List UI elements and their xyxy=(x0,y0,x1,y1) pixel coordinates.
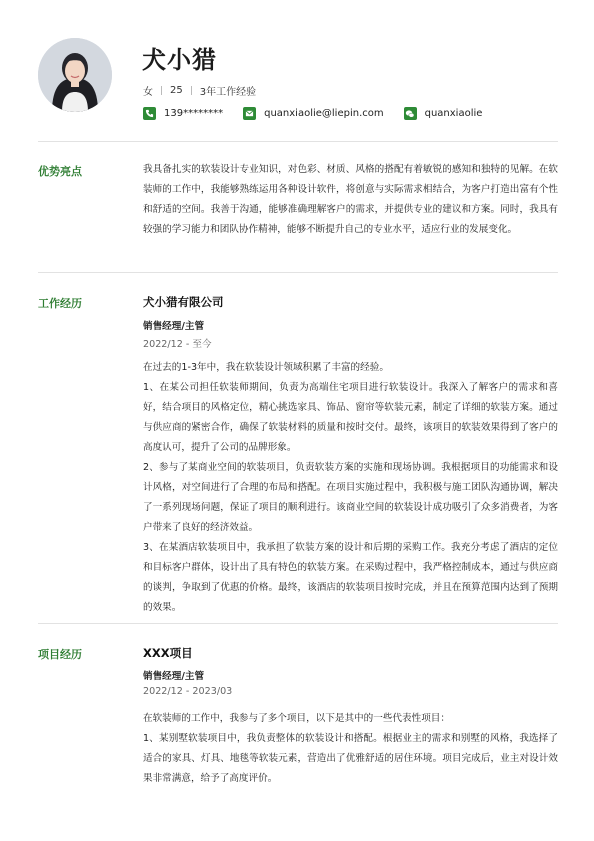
wechat-id: quanxiaolie xyxy=(424,108,483,119)
work-item: 1、在某公司担任软装师期间，负责为高端住宅项目进行软装设计。我深入了解客户的需求和喜好，结合项目的风格定位，精心挑选家具、饰品、窗帘等软装元素，制定了详细的软装方案。通过与供应商的紧密合作，确保了软装材料的质量和按时交付。最终，该项目的软装效果得到了客户的高度认可，提升了公司的品牌形象。 xyxy=(143,382,558,453)
email-icon xyxy=(243,107,256,120)
work-item: 2、参与了某商业空间的软装项目，负责软装方案的实施和现场协调。我根据项目的功能需求和设计风格，对空间进行了合理的布局和搭配。在项目实施过程中，我积极与施工团队沟通协调，解决了一系列现场问题，保证了项目的顺利进行。该商业空间的软装设计成功吸引了众多消费者，为客户带来了良好的经济效益。 xyxy=(143,462,558,533)
section-title-strengths: 优势亮点 xyxy=(38,165,82,178)
info-separator xyxy=(161,86,162,95)
strengths-text: 我具备扎实的软装设计专业知识，对色彩、材质、风格的搭配有着敏锐的感知和独特的见解。在软装师的工作中，我能够熟练运用各种设计软件，将创意与实际需求相结合，为客户打造出富有个性和舒适的空间。我善于沟通，能够准确理解客户的需求，并提供专业的建议和方案。同时，我具有较强的学习能力和团队协作精神，能够不断提升自己的专业水平，适应行业的发展变化。 xyxy=(143,164,558,235)
project-intro: 在软装师的工作中，我参与了多个项目，以下是其中的一些代表性项目： xyxy=(143,713,450,724)
project-item: 1、某别墅软装项目中，我负责整体的软装设计和搭配。根据业主的需求和别墅的风格，我选择了适合的家具、灯具、地毯等软装元素，营造出了优雅舒适的居住环境。项目完成后，业主对设计效果非常满意，给予了高度评价。 xyxy=(143,733,558,784)
contact-phone xyxy=(143,107,223,120)
project-role: 销售经理/主管 xyxy=(143,671,205,682)
info-separator xyxy=(191,86,192,95)
wechat-icon xyxy=(404,107,417,120)
work-intro: 在过去的1-3年中，我在软装设计领域积累了丰富的经验。 xyxy=(143,362,389,373)
phone-icon xyxy=(143,107,156,120)
project-name: XXX项目 xyxy=(143,646,193,660)
work-description xyxy=(143,358,558,618)
contact-email xyxy=(243,107,384,120)
company-name: 犬小猎有限公司 xyxy=(143,295,224,309)
contact-row xyxy=(143,107,502,120)
age: 25 xyxy=(170,85,183,96)
section-divider xyxy=(38,141,558,142)
section-title-work: 工作经历 xyxy=(38,297,82,310)
contact-wechat xyxy=(404,107,483,120)
gender: 女 xyxy=(143,87,153,98)
job-title: 销售经理/主管 xyxy=(143,321,205,332)
work-years: 3年工作经验 xyxy=(199,87,257,98)
work-item: 3、在某酒店软装项目中，我承担了软装方案的设计和后期的采购工作。我充分考虑了酒店的定位和目标客户群体，设计出了具有特色的软装方案。在采购过程中，我严格控制成本，通过与供应商的谈判，争取到了优惠的价格。最终，该酒店的软装项目按时完成，并且在预算范围内达到了预期的效果。 xyxy=(143,542,558,613)
project-description xyxy=(143,709,558,789)
project-period: 2022/12 - 2023/03 xyxy=(143,686,233,697)
section-divider xyxy=(38,272,558,273)
candidate-name: 犬小猎 xyxy=(142,46,217,74)
phone-number: 139******** xyxy=(164,108,224,119)
resume-header xyxy=(0,0,594,140)
section-divider xyxy=(38,623,558,624)
basic-info xyxy=(143,83,256,98)
work-period: 2022/12 - 至今 xyxy=(143,339,212,350)
email-address: quanxiaolie@liepin.com xyxy=(264,108,384,119)
section-title-project: 项目经历 xyxy=(38,648,82,661)
avatar-portrait-icon xyxy=(38,38,112,112)
avatar xyxy=(38,38,112,112)
